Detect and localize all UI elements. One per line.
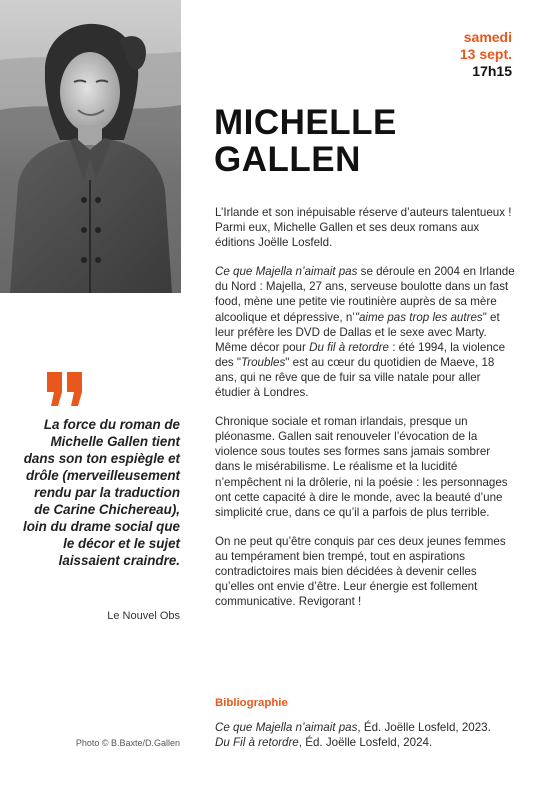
author-last-name: GALLEN: [214, 140, 361, 179]
author-photo: [0, 0, 181, 293]
event-date-text: 13 sept.: [459, 46, 512, 62]
event-day: samedi: [463, 29, 512, 45]
article-body: [215, 205, 515, 623]
paragraph-conclusion: On ne peut qu’être conquis par ces deux jeunes femmes au tempérament bien trempé, tout en aspirations contradictoires mais bien décidées à devenir celles qu’elles ont envie d’être. Leur énergie est follement communicative. Revigorant !: [215, 534, 506, 609]
paragraph-novels: Ce que Majella n’aimait pas se déroule en 2004 en Irlande du Nord : Majella, 27 ans, serveuse boulotte dans un fast food, mène une petite vie routinière auprès de sa mère alcoolique et dépressive, n’"aime pas trop les autres" et leur préfère les DVD de Dallas et le sexe avec Marty. Même décor pour Du fil à retordre : été 1994, la violence des "Troubles" est au cœur du quotidien de Maeve, 18 ans, qui ne rêve que de fuir sa ville natale pour aller étudier à Londres.: [215, 265, 515, 400]
event-time: 17h15: [472, 63, 512, 79]
bibliography-list: [215, 720, 491, 750]
bibliography-item: Ce que Majella n’aimait pas, Éd. Joëlle Losfeld, 2023.: [215, 721, 491, 734]
quote-mark-icon: [47, 372, 83, 411]
event-date: [460, 29, 512, 80]
bibliography-title: Bibliographie: [215, 697, 288, 709]
photo-credit: Photo © B.Baxte/D.Gallen: [75, 738, 180, 748]
book-title: Du fil à retordre: [309, 340, 389, 354]
bibliography-item: Du Fil à retordre, Éd. Joëlle Losfeld, 2024.: [215, 736, 433, 750]
author-first-name: MICHELLE: [214, 103, 397, 142]
paragraph-intro: L’Irlande et son inépuisable réserve d’auteurs talentueux ! Parmi eux, Michelle Gallen et ses deux romans aux éditions Joëlle Losfeld.: [215, 206, 512, 250]
paragraph-chronicle: Chronique sociale et roman irlandais, presque un pléonasme. Gallen sait renouveler l’évocation de la violence sous toutes ses formes sans jamais sombrer dans le misérabilisme. Le réalisme et la lucidité n’empêchent ni la drôlerie, ni la poésie : les personnages ont cette capacité à dire le monde, avec la beauté d’une simplicité crue, dans ce qu’il a parfois de plus terrible.: [215, 415, 508, 519]
book-title: Ce que Majella n’aimait pas: [215, 265, 358, 279]
quote-source: Le Nouvel Obs: [107, 610, 180, 622]
author-name: [214, 104, 397, 178]
pull-quote: La force du roman de Michelle Gallen tient dans son ton espiègle et drôle (merveilleusement rendu par la traduction de Carine Chichereau), loin du drame social que le décor et le sujet laissaient craindre.: [22, 417, 180, 568]
